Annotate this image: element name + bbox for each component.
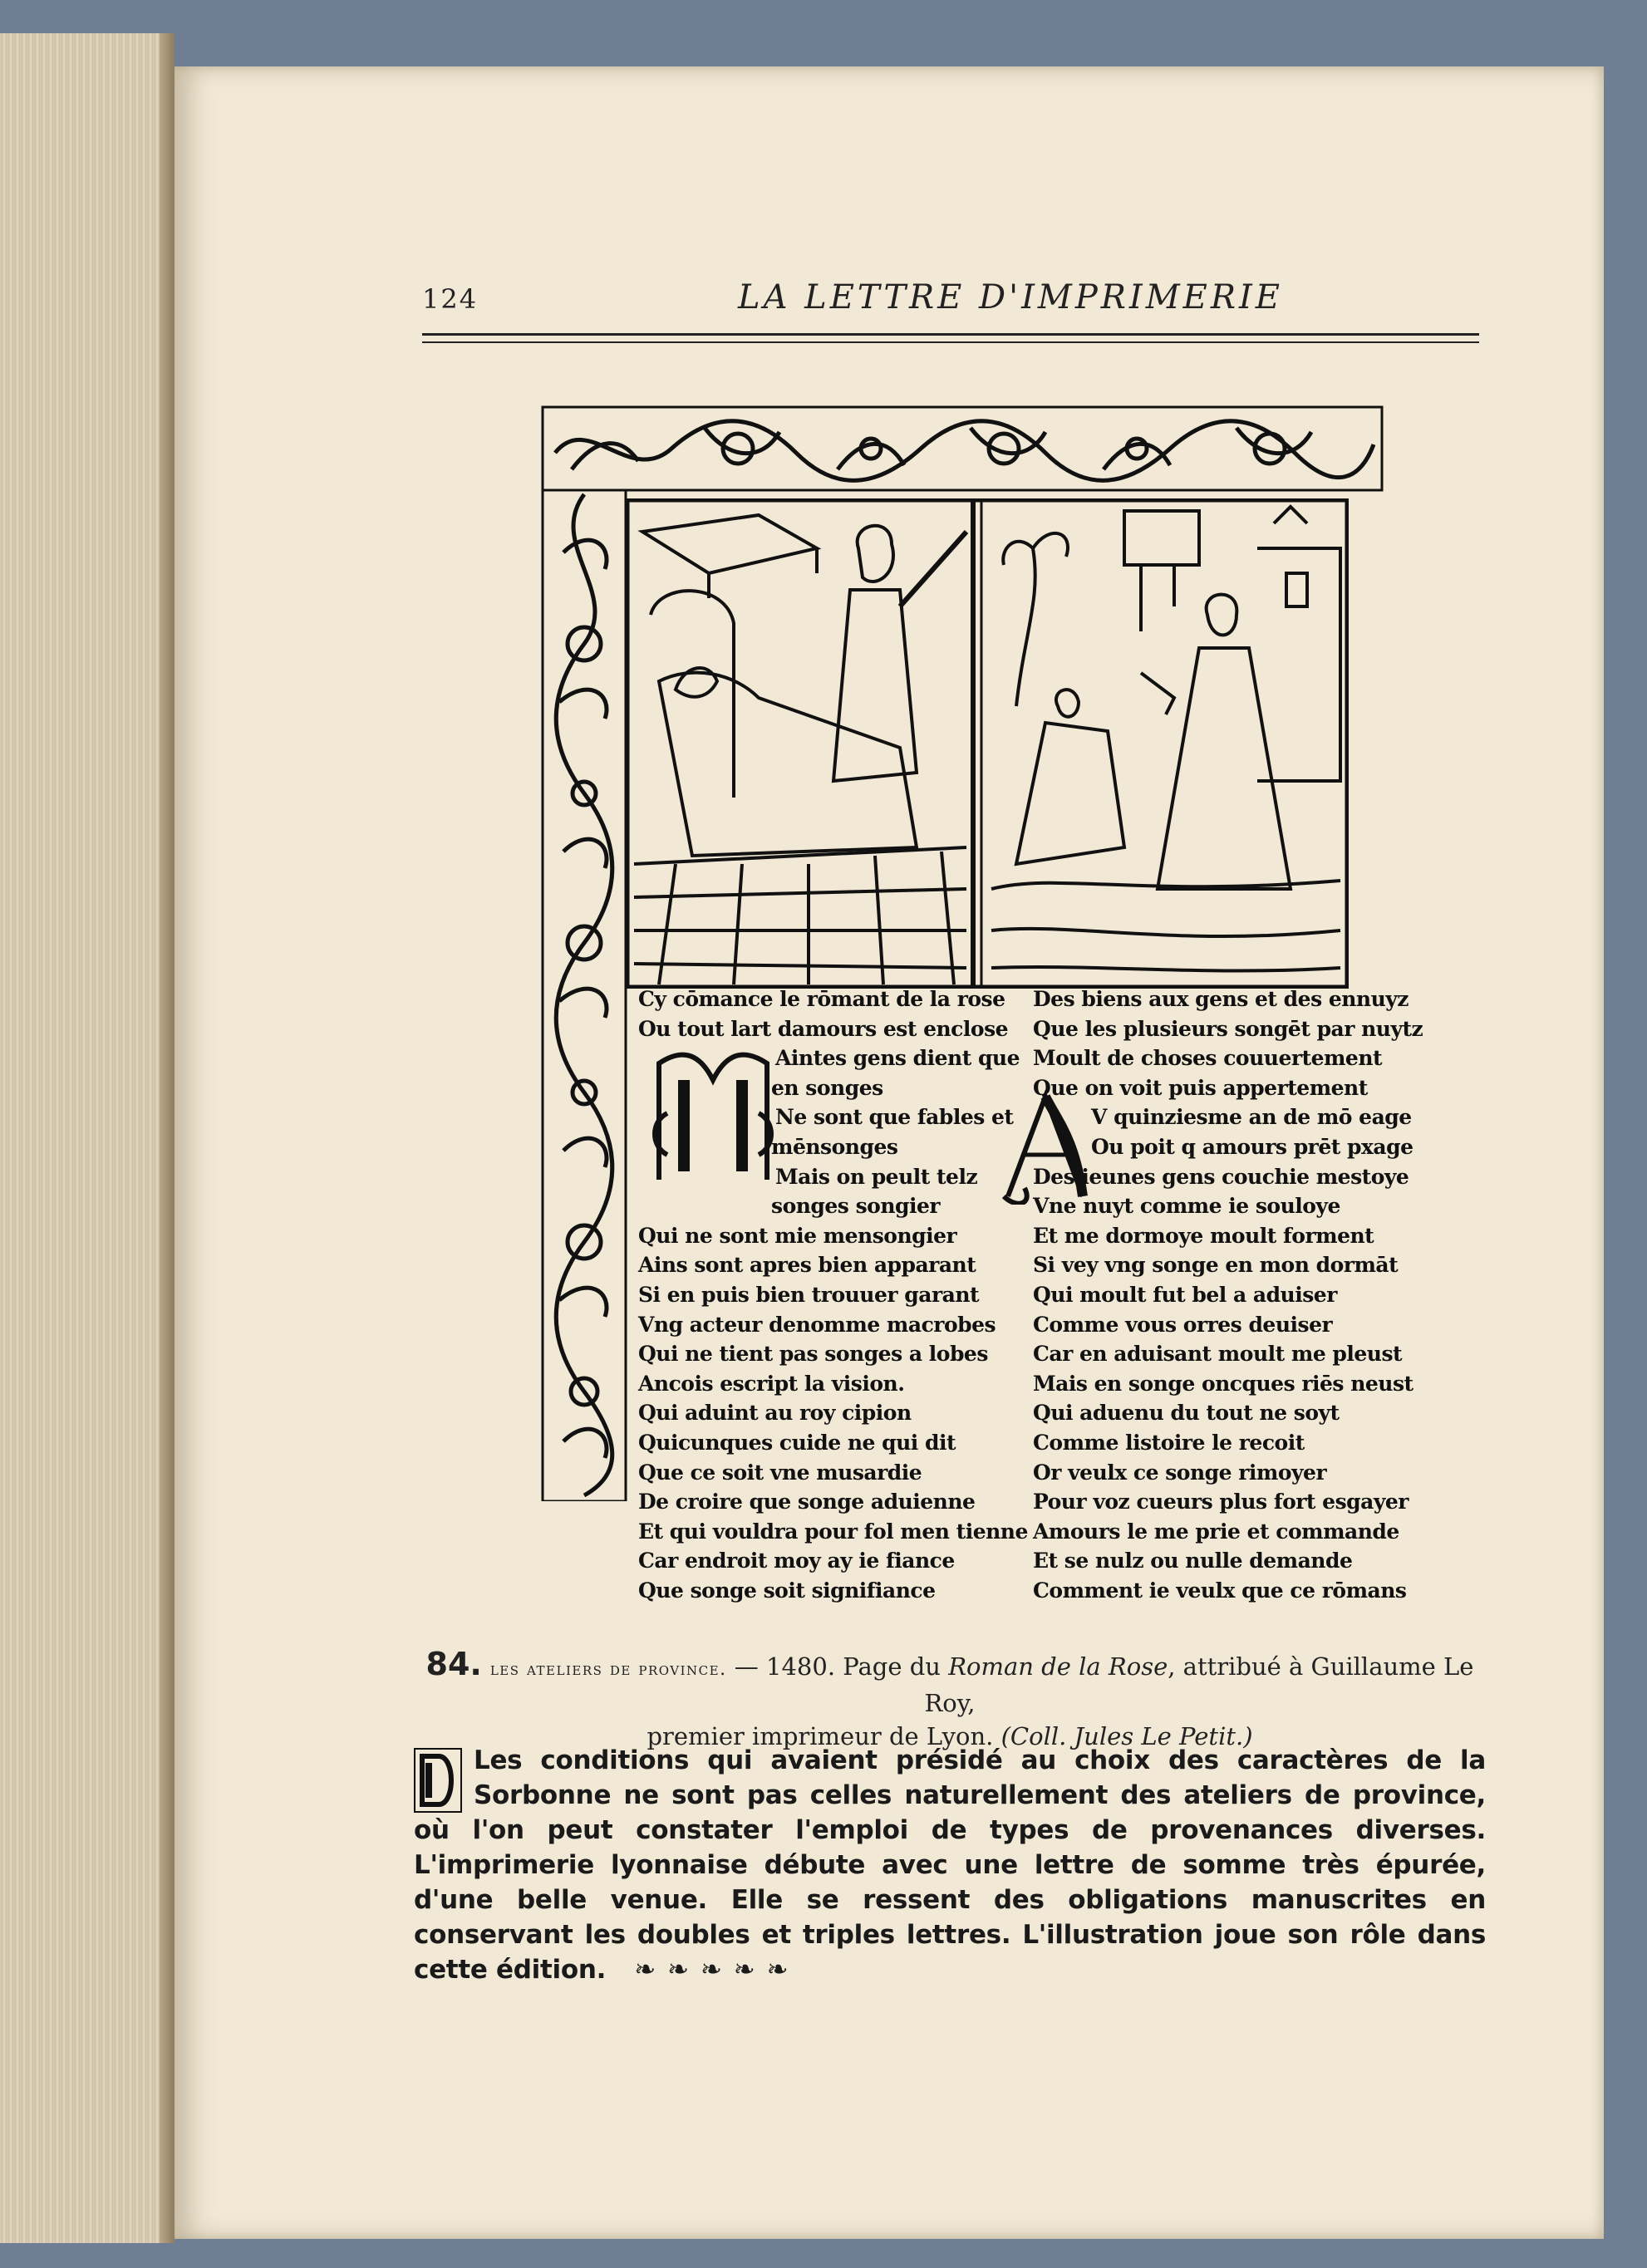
caption-collection: (Coll. Jules Le Petit.) bbox=[1000, 1722, 1253, 1750]
caption-text: premier imprimeur de Lyon. bbox=[647, 1722, 1001, 1750]
running-title: LA LETTRE D'IMPRIMERIE bbox=[738, 278, 1283, 317]
verse-line: Qui aduint au roy cipion bbox=[638, 1401, 912, 1426]
verse-line: Comme listoire le recoit bbox=[1033, 1430, 1305, 1455]
header-rule-thin bbox=[422, 341, 1479, 343]
verse-line: Amours le me prie et commande bbox=[1033, 1519, 1399, 1544]
verse-column-left bbox=[638, 984, 1028, 1605]
verse-line: Car endroit moy ay ie fiance bbox=[638, 1549, 955, 1573]
verse-line: mēnsonges bbox=[771, 1134, 898, 1159]
verse-line: Moult de choses couuertement bbox=[1033, 1046, 1383, 1071]
verse-line: Si vey vng songe en mon dormāt bbox=[1033, 1253, 1399, 1278]
caption-section: les ateliers de province. bbox=[489, 1659, 727, 1680]
verse-line: Des ieunes gens couchie mestoye bbox=[1033, 1164, 1409, 1189]
verse-line: Ancois escript la vision. bbox=[638, 1371, 905, 1396]
verse-line: Mais en songe oncques riēs neust bbox=[1033, 1371, 1413, 1396]
body-paragraph bbox=[414, 1743, 1486, 1987]
verse-line: Comme vous orres deuiser bbox=[1033, 1312, 1333, 1337]
verse-line: Vne nuyt comme ie souloye bbox=[1033, 1194, 1340, 1219]
verse-line: Pour voz cueurs plus fort esgayer bbox=[1033, 1490, 1409, 1514]
verse-line: De croire que songe aduienne bbox=[638, 1490, 976, 1514]
verse-line: Qui moult fut bel a aduiser bbox=[1033, 1282, 1337, 1307]
figure-caption bbox=[414, 1647, 1486, 1753]
verse-line: Que ce soit vne musardie bbox=[638, 1460, 922, 1485]
fleuron-ornament-icon: ❧ ❧ ❧ ❧ ❧ bbox=[614, 1955, 790, 1985]
body-text: Les conditions qui avaient présidé au choix des caractères de la Sorbonne ne sont pas celles naturellement des ateliers de province, où l'on peut constater l'emploi de types de provenances diverses. L'imprimerie lyonnaise débute avec une lettre de somme très épurée, d'une belle venue. Elle se ressent des obligations manuscrites en conservant les doubles et triples lettres. L'illustration joue son rôle dans cette édition. bbox=[414, 1745, 1486, 1985]
verse-line: Que songe soit signifiance bbox=[638, 1578, 936, 1603]
figure-number: 84. bbox=[425, 1646, 482, 1682]
page-number: 124 bbox=[422, 283, 479, 315]
verse-line: Aintes gens dient que bbox=[775, 1046, 1020, 1071]
header-rule bbox=[422, 333, 1479, 336]
verse-line: songes songier bbox=[771, 1194, 941, 1219]
verse-line: V quinziesme an de mō eage bbox=[1091, 1105, 1412, 1130]
verse-line: Et me dormoye moult forment bbox=[1033, 1223, 1374, 1248]
verse-line: Comment ie veulx que ce rōmans bbox=[1033, 1578, 1407, 1603]
verse-line: Ou tout lart damours est enclose bbox=[638, 1016, 1009, 1041]
verse-line: Qui aduenu du tout ne soyt bbox=[1033, 1401, 1340, 1426]
verse-line: Et se nulz ou nulle demande bbox=[1033, 1549, 1353, 1573]
verse-column-right bbox=[1033, 984, 1423, 1605]
woodcut-illustration bbox=[626, 498, 1349, 989]
verse-line: Que on voit puis appertement bbox=[1033, 1075, 1368, 1100]
verse-line: Ne sont que fables et bbox=[775, 1105, 1014, 1130]
caption-text: — 1480. Page du bbox=[726, 1652, 949, 1681]
verse-line: Cy cōmance le rōmant de la rose bbox=[638, 987, 1005, 1011]
caption-book-title: Roman de la Rose bbox=[948, 1652, 1168, 1681]
verse-line: Qui ne tient pas songes a lobes bbox=[638, 1342, 988, 1367]
verse-line: Et qui vouldra pour fol men tienne bbox=[638, 1519, 1028, 1544]
verse-line: Car en aduisant moult me pleust bbox=[1033, 1342, 1403, 1367]
verse-line: Or veulx ce songe rimoyer bbox=[1033, 1460, 1327, 1485]
verse-line: Vng acteur denomme macrobes bbox=[638, 1312, 996, 1337]
verse-line: Quicunques cuide ne qui dit bbox=[638, 1430, 956, 1455]
verse-line: Que les plusieurs songēt par nuytz bbox=[1033, 1016, 1423, 1041]
running-head bbox=[422, 278, 1486, 320]
caption-text: , attribué à Guillaume Le Roy, bbox=[924, 1652, 1474, 1717]
woodcut-plate bbox=[538, 403, 1423, 1603]
verse-line: Ains sont apres bien apparant bbox=[638, 1253, 976, 1278]
verse-line: en songes bbox=[771, 1075, 883, 1100]
book-page-edges bbox=[0, 33, 175, 2243]
verse-line: Qui ne sont mie mensongier bbox=[638, 1223, 957, 1248]
verse-line: Mais on peult telz bbox=[775, 1164, 978, 1189]
verse-line: Si en puis bien trouuer garant bbox=[638, 1282, 980, 1307]
verse-line: Ou poit q amours prēt pxage bbox=[1091, 1134, 1413, 1159]
drop-cap-illustration bbox=[414, 1748, 462, 1813]
verse-line: Des biens aux gens et des ennuyz bbox=[1033, 987, 1409, 1011]
